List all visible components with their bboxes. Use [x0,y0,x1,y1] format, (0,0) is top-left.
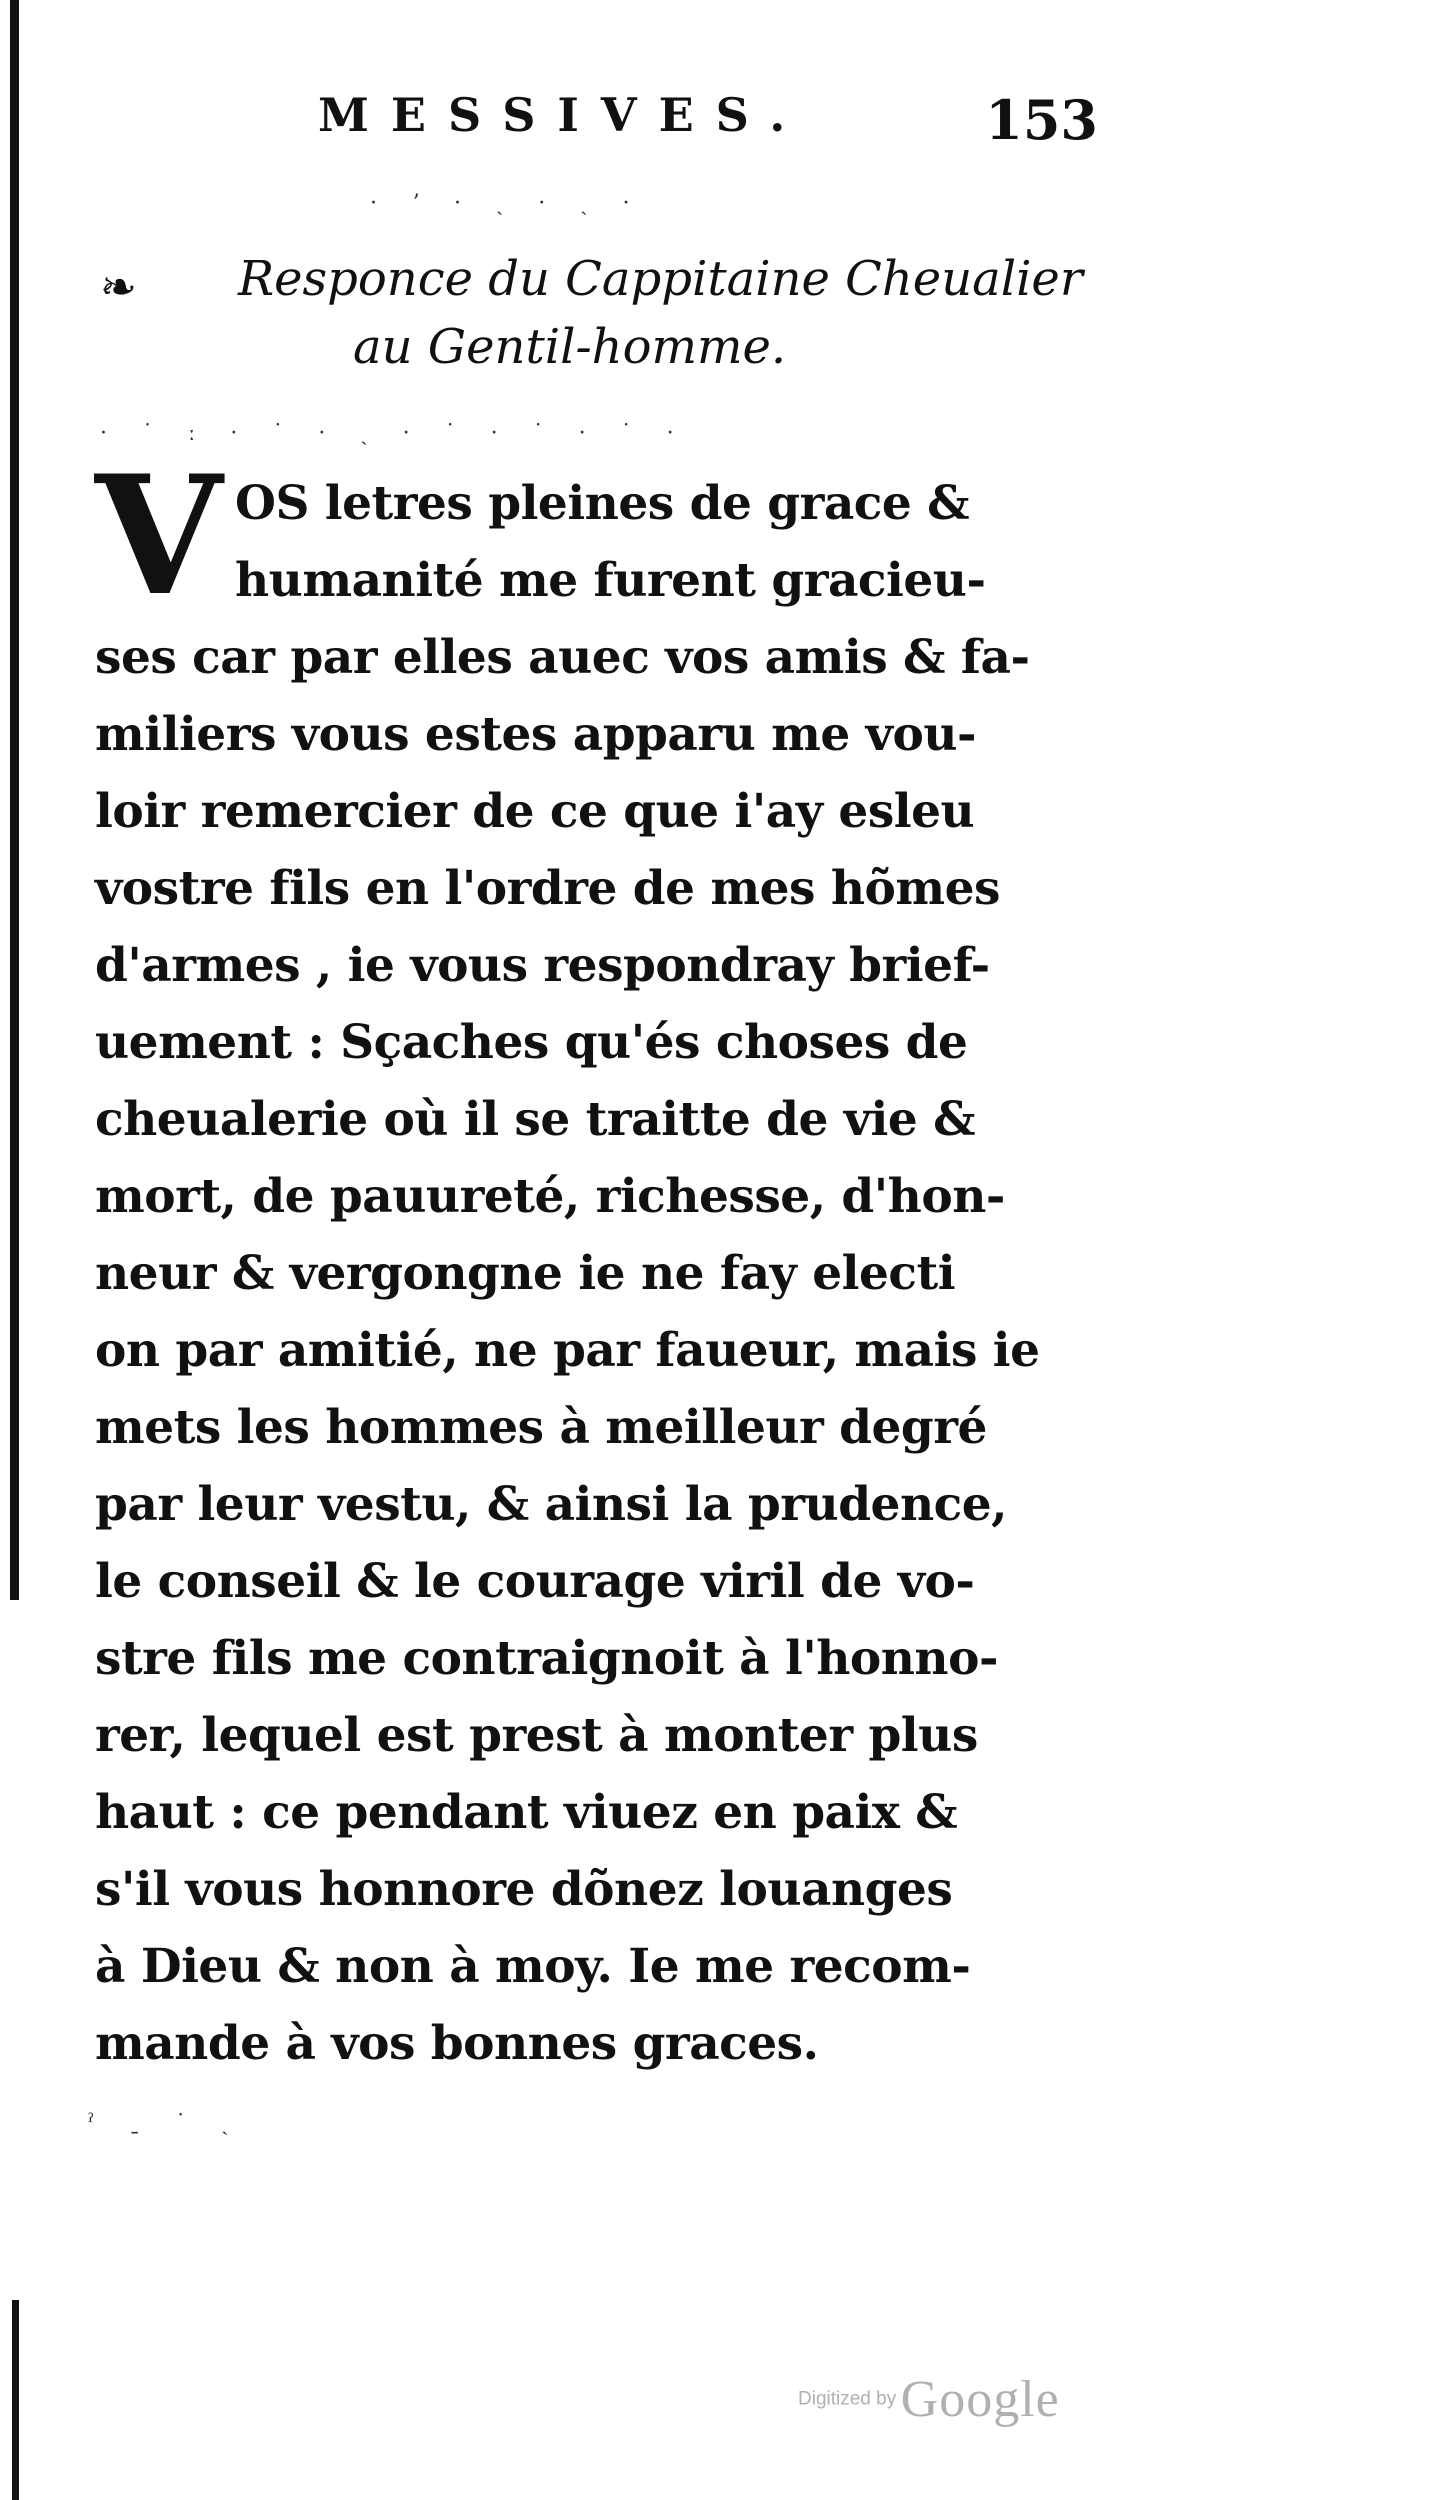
text-line: ses car par elles auec vos amis & fa- [95,630,1030,685]
text-line: stre fils me contraignoit à l'honno- [95,1631,998,1686]
text-line: rer, lequel est prest à monter plus [95,1708,978,1763]
running-title: MESSIVES. [318,88,808,142]
text-line: s'il vous honnore dõnez louanges [95,1862,953,1917]
section-heading [238,245,1098,381]
text-line: neur & vergongne ie ne fay electi [95,1246,956,1301]
text-line: mande à vos bonnes graces. [95,2016,819,2071]
running-head [318,88,1098,158]
print-specks-top: · ʼ · ˎ · ˏ · [370,191,644,216]
text-line: uement : Sçaches qu'és choses de [95,1015,968,1070]
page-number: 153 [985,88,1098,152]
text-line: le conseil & le courage viril de vo- [95,1554,975,1609]
print-specks-mid: · ˙ ː · ˙ · ˏ · ˙ · ˙ · ˙ · [100,421,688,446]
text-line: à Dieu & non à moy. Ie me recom- [95,1939,971,1994]
print-specks-bottom: ˀ ˍ ˙ ˏ [88,2111,243,2136]
text-line: vostre fils en l'ordre de mes hõmes [95,861,1000,916]
letter-body [95,439,1095,2082]
text-line: par leur vestu, & ainsi la prudence, [95,1477,1008,1532]
text-line: mets les hommes à meilleur degré [95,1400,987,1455]
text-line: loir remercier de ce que i'ay esleu [95,784,975,839]
google-watermark [798,2370,1060,2429]
text-line: miliers vous estes apparu me vou- [95,707,976,762]
binding-edge [10,0,19,1600]
digitized-by-label: Digitized by [798,2388,897,2410]
fleuron-ornament: ❧ [100,262,137,313]
heading-line-1: Responce du Cappitaine Cheualier [238,251,1083,307]
google-logo: Google [900,2371,1060,2428]
text-line: mort, de pauureté, richesse, d'hon- [95,1169,1005,1224]
binding-edge-lower [12,2300,19,2500]
text-line: humanité me furent gracieu- [235,553,986,608]
text-line: OS letres pleines de grace & [235,476,970,531]
text-line: cheualerie où il se traitte de vie & [95,1092,976,1147]
text-line: haut : ce pendant viuez en paix & [95,1785,958,1840]
text-line: on par amitié, ne par faueur, mais ie [95,1323,1040,1378]
text-line: d'armes , ie vous respondray brief- [95,938,990,993]
heading-line-2: au Gentil-homme. [353,319,787,375]
drop-cap: V [95,439,223,632]
